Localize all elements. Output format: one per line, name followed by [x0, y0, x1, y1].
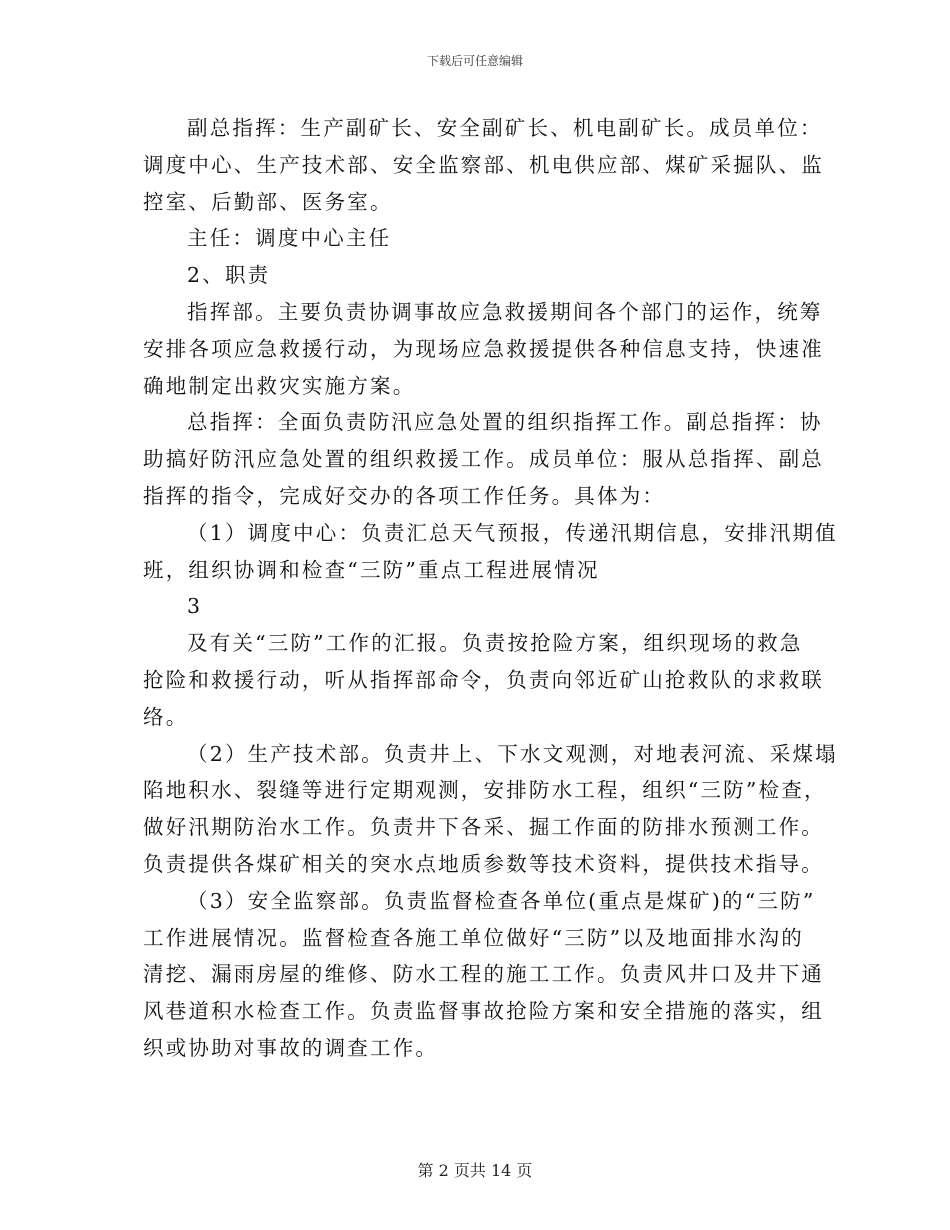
text-line: 助搞好防汛应急处置的组织救援工作。成员单位：服从总指挥、副总 — [143, 447, 824, 472]
text-line: 风巷道积水检查工作。负责监督事故抢险方案和安全措施的落实，组 — [143, 999, 824, 1024]
text-line: 确地制定出救灾实施方案。 — [143, 373, 416, 398]
text-line: 负责提供各煤矿相关的突水点地质参数等技术资料，提供技术指导。 — [143, 851, 824, 876]
text-line: 指挥的指令，完成好交办的各项工作任务。具体为： — [143, 483, 666, 508]
text-line: 及有关“三防”工作的汇报。负责按抢险方案，组织现场的救急 — [187, 631, 803, 656]
text-line: 工作进展情况。监督检查各施工单位做好“三防”以及地面排水沟的 — [143, 925, 804, 950]
text-line: 班，组织协调和检查“三防”重点工程进展情况 — [143, 557, 600, 582]
page-footer: 第 2 页共 14 页 — [417, 1161, 533, 1180]
text-line: 抢险和救援行动，听从指挥部命令，负责向邻近矿山抢救队的求救联 — [143, 667, 824, 692]
text-line: 总指挥：全面负责防汛应急处置的组织指挥工作。副总指挥：协 — [187, 410, 823, 435]
text-line: 做好汛期防治水工作。负责井下各采、掘工作面的防排水预测工作。 — [143, 815, 824, 840]
text-line: 陷地积水、裂缝等进行定期观测，安排防水工程，组织“三防”检查， — [143, 778, 827, 803]
text-line: （1）调度中心：负责汇总天气预报，传递汛期信息，安排汛期值 — [187, 520, 838, 545]
text-line: 调度中心、生产技术部、安全监察部、机电供应部、煤矿采掘队、监 — [143, 152, 824, 177]
text-line: 副总指挥：生产副矿长、安全副矿长、机电副矿长。成员单位： — [187, 116, 823, 140]
section-heading: 2、职责 — [187, 263, 271, 288]
text-line: 织或协助对事故的调查工作。 — [143, 1035, 439, 1060]
text-line: 络。 — [143, 704, 189, 729]
text-line: 指挥部。主要负责协调事故应急救援期间各个部门的运作，统筹 — [187, 299, 823, 324]
text-line: 主任：调度中心主任 — [187, 226, 392, 251]
page-header: 下载后可任意编辑 — [426, 54, 523, 68]
text-line: 安排各项应急救援行动，为现场应急救援提供各种信息支持，快速准 — [143, 336, 824, 361]
document-body — [143, 110, 838, 1067]
text-line: （3）安全监察部。负责监督检查各单位(重点是煤矿)的“三防” — [187, 888, 816, 913]
page-number-inline: 3 — [187, 594, 203, 619]
text-line: （2）生产技术部。负责井上、下水文观测，对地表河流、采煤塌 — [187, 741, 838, 766]
text-line: 清挖、漏雨房屋的维修、防水工程的施工工作。负责风井口及井下通 — [143, 962, 824, 987]
text-line: 控室、后勤部、医务室。 — [143, 189, 393, 214]
